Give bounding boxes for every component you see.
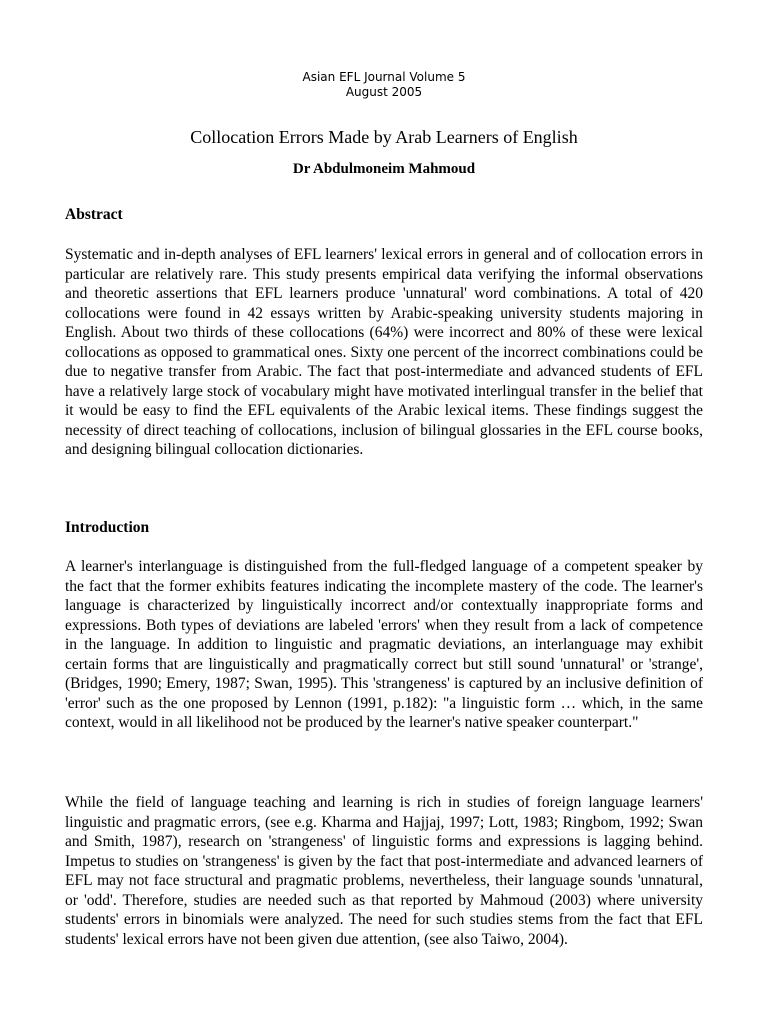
abstract-heading: Abstract (65, 206, 123, 223)
journal-volume-line: Asian EFL Journal Volume 5 (302, 70, 466, 84)
introduction-paragraph-2: While the field of language teaching and learning is rich in studies of foreign language learners' linguistic and pragmatic errors, (see e.g. Kharma and Hajjaj, 1997; Lott, 1983; Ringbom, 1992; Swan and Smith, 1987), research on 'strangeness' of linguistic forms and expressions is lagging behind. Impetus to studies on 'strangeness' is given by the fact that post-intermediate and advanced learners of EFL may not face structural and pragmatic problems, nevertheless, their language sounds 'unnatural, or 'odd'. Therefore, studies are needed such as that reported by Mahmoud (2003) where university students' errors in binomials were analyzed. The need for such studies stems from the fact that EFL students' lexical errors have not been given due attention, (see also Taiwo, 2004). (65, 794, 703, 948)
paper-author: Dr Abdulmoneim Mahmoud (292, 161, 476, 177)
abstract-paragraph: Systematic and in-depth analyses of EFL learners' lexical errors in general and of collocation errors in particular are relatively rare. This study presents empirical data verifying the informal observations and theoretic assertions that EFL learners produce 'unnatural' word combinations. A total of 420 collocations were found in 42 essays written by Arabic-speaking university students majoring in English. About two thirds of these collocations (64%) were incorrect and 80% of these were lexical collocations as opposed to grammatical ones. Sixty one percent of the incorrect combinations could be due to negative transfer from Arabic. The fact that post-intermediate and advanced students of EFL have a relatively large stock of vocabulary might have motivated interlingual transfer in the belief that it would be easy to find the EFL equivalents of the Arabic lexical items. These findings suggest the necessity of direct teaching of collocations, inclusion of bilingual glossaries in the EFL course books, and designing bilingual collocation dictionaries. (65, 246, 703, 458)
introduction-paragraph-1: A learner's interlanguage is distinguished from the full-fledged language of a competent speaker by the fact that the former exhibits features indicating the incomplete mastery of the code. The learner's language is characterized by linguistically incorrect and/or contextually inappropriate forms and expressions. Both types of deviations are labeled 'errors' when they result from a lack of competence in the language. In addition to linguistic and pragmatic deviations, an interlanguage may exhibit certain forms that are linguistically and pragmatically correct but still sound 'unnatural' or 'strange', (Bridges, 1990; Emery, 1987; Swan, 1995). This 'strangeness' is captured by an inclusive definition of 'error' such as the one proposed by Lennon (1991, p.182): "a linguistic form … which, in the same context, would in all likelihood not be produced by the learner's native speaker counterpart." (65, 558, 703, 731)
introduction-heading: Introduction (65, 519, 150, 536)
journal-date-line: August 2005 (345, 85, 423, 99)
journal-header (0, 70, 768, 100)
paper-title: Collocation Errors Made by Arab Learners of English (190, 127, 578, 147)
